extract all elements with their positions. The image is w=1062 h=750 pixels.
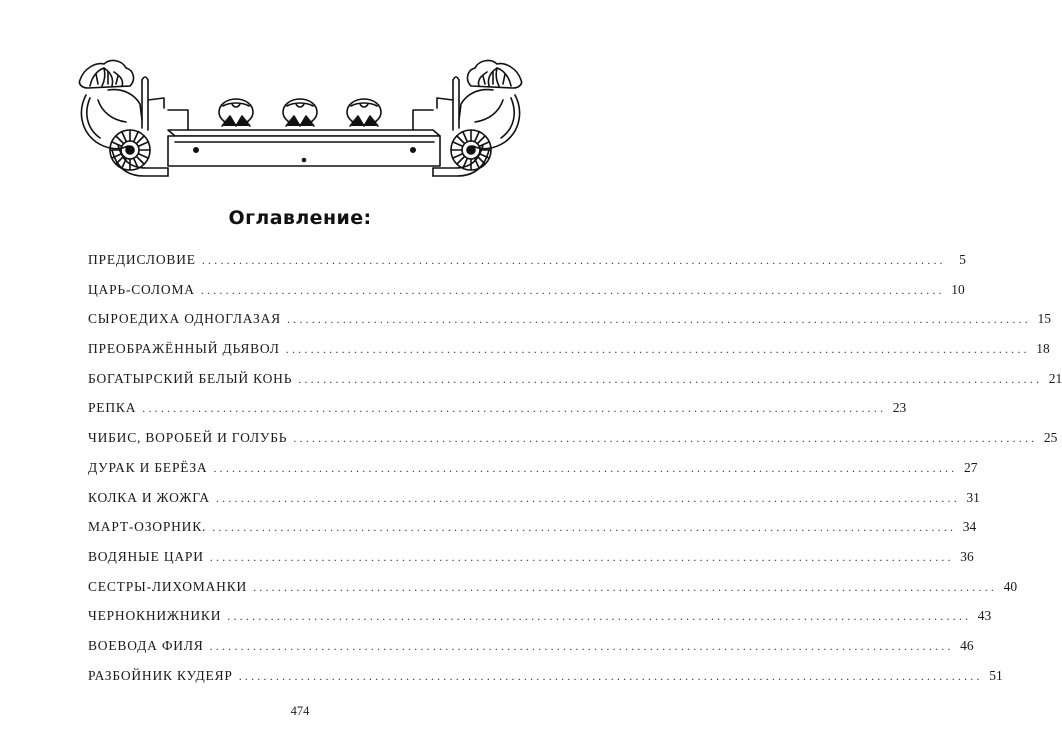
dot-leader: ........................................................................................................................ xyxy=(238,668,983,683)
dot-leader: ........................................................................................................................ xyxy=(286,312,1031,327)
dot-leader: ........................................................................................................................ xyxy=(293,431,1038,446)
dot-leader: ........................................................................................................................ xyxy=(215,490,960,505)
toc-entry-title: СЕСТРЫ-ЛИХОМАНКИ xyxy=(88,578,248,594)
toc-entry-page: 18 xyxy=(1036,341,1050,357)
toc-entry-page: 31 xyxy=(966,489,980,505)
toc-entry[interactable] xyxy=(88,453,978,483)
dot-leader: ........................................................................................................................ xyxy=(285,342,1030,357)
dot-leader: ........................................................................................................................ xyxy=(213,460,958,475)
ornament-fruits xyxy=(219,99,381,126)
toc-entry[interactable] xyxy=(88,483,980,513)
table-of-contents xyxy=(88,245,1062,690)
toc-entry-title: ЦАРЬ-СОЛОМА xyxy=(88,281,195,297)
toc-entry[interactable] xyxy=(88,245,966,275)
toc-heading: Оглавление: xyxy=(228,207,372,229)
dot-leader: ........................................................................................................................ xyxy=(142,401,887,416)
toc-entry-title: ВОЕВОДА ФИЛЯ xyxy=(88,637,204,653)
toc-entry-title: ВОДЯНЫЕ ЦАРИ xyxy=(88,548,204,564)
toc-entry-page: 46 xyxy=(960,637,974,653)
toc-entry-title: РАЗБОЙНИК КУДЕЯР xyxy=(88,667,233,683)
dot-leader: ........................................................................................................................ xyxy=(201,253,946,267)
dot-leader: ........................................................................................................................ xyxy=(209,638,954,653)
dot-leader: ........................................................................................................................ xyxy=(227,609,972,624)
toc-entry-page: 51 xyxy=(989,667,1003,683)
toc-entry-title: ЧЕРНОКНИЖНИКИ xyxy=(88,608,222,624)
toc-entry-title: СЫРОЕДИХА ОДНОГЛАЗАЯ xyxy=(88,311,281,327)
toc-entry[interactable] xyxy=(88,423,1058,453)
toc-entry-title: ДУРАК И БЕРЁЗА xyxy=(88,459,208,475)
toc-entry-page: 43 xyxy=(977,608,992,624)
toc-entry-page: 25 xyxy=(1043,430,1058,446)
toc-entry-page: 15 xyxy=(1037,311,1051,327)
toc-entry-page: 10 xyxy=(951,281,965,297)
toc-entry[interactable] xyxy=(88,572,1018,602)
toc-entry[interactable] xyxy=(88,512,977,542)
toc-entry-title: КОЛКА И ЖОЖГА xyxy=(88,489,210,505)
left-lotus-cluster xyxy=(79,61,168,176)
header-ornament xyxy=(68,50,533,185)
dot-leader: ........................................................................................................................ xyxy=(212,520,957,535)
toc-entry-page: 40 xyxy=(1003,578,1018,594)
toc-entry-title: ПРЕОБРАЖЁННЫЙ ДЬЯВОЛ xyxy=(88,341,280,357)
toc-entry[interactable] xyxy=(88,275,965,305)
toc-entry-title: РЕПКА xyxy=(88,400,137,416)
dot-leader: ........................................................................................................................ xyxy=(200,282,945,297)
toc-entry[interactable] xyxy=(88,364,1062,394)
toc-entry-page: 36 xyxy=(960,548,974,564)
page-number: 474 xyxy=(290,704,310,718)
toc-entry-title: ПРЕДИСЛОВИЕ xyxy=(88,252,196,267)
toc-entry[interactable] xyxy=(88,304,1051,334)
toc-entry-title: БОГАТЫРСКИЙ БЕЛЫЙ КОНЬ xyxy=(88,370,293,386)
dot-leader: ........................................................................................................................ xyxy=(253,579,998,594)
dot-leader: ........................................................................................................................ xyxy=(298,371,1043,386)
toc-entry[interactable] xyxy=(88,542,974,572)
toc-entry-page: 27 xyxy=(963,459,978,475)
toc-entry[interactable] xyxy=(88,661,1003,691)
toc-entry-page: 23 xyxy=(892,400,907,416)
toc-entry-page: 21 xyxy=(1048,370,1062,386)
toc-entry-title: ЧИБИС, ВОРОБЕЙ И ГОЛУБЬ xyxy=(88,430,288,446)
toc-entry-page: 5 xyxy=(959,252,966,267)
toc-entry[interactable] xyxy=(88,393,907,423)
toc-entry-title: МАРТ-ОЗОРНИК. xyxy=(88,519,207,535)
dot-leader: ........................................................................................................................ xyxy=(209,549,954,564)
toc-entry[interactable] xyxy=(88,631,974,661)
right-lotus-cluster xyxy=(433,61,522,176)
toc-entry-page: 34 xyxy=(962,519,977,535)
toc-entry[interactable] xyxy=(88,601,992,631)
toc-entry[interactable] xyxy=(88,334,1050,364)
